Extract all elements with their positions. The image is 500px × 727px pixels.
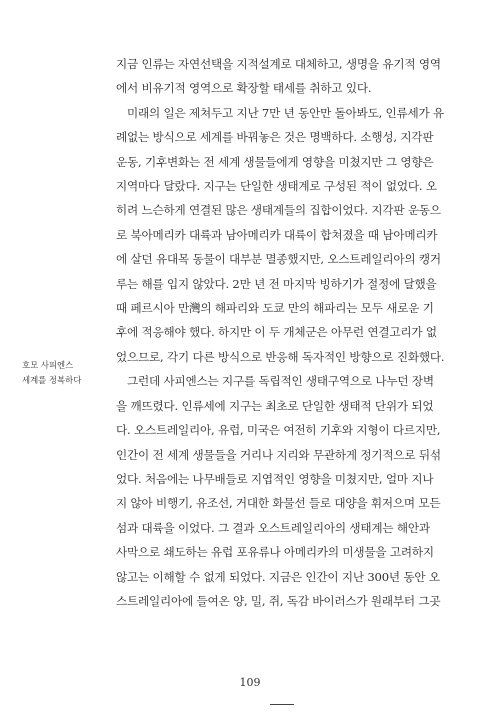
page-number: 109 [239,676,261,689]
text-line: 스트레일리아에 들여온 양, 밀, 쥐, 독감 바이러스가 원래부터 그곳 [116,593,441,608]
text-line: 에 살던 유대목 동물이 대부분 멸종했지만, 오스트레일리아의 캥거 [116,252,441,267]
text-line: 그런데 사피엔스는 지구를 독립적인 생태구역으로 나누던 장벽 [127,374,434,389]
text-line: 지 않아 비행기, 유조선, 거대한 화물선 들로 대양을 휘저으며 모든 [116,496,441,511]
text-line: 지금 인류는 자연선택을 지적설계로 대체하고, 생명을 유기적 영역 [116,57,441,71]
paragraph-1 [116,52,486,101]
text-line: 었으므로, 각기 다른 방식으로 반응해 독자적인 방향으로 진화했다. [116,349,445,364]
text-line: 사막으로 쇄도하는 유럽 포유류나 아메리카의 미생물을 고려하지 [116,545,434,560]
text-line: 운동, 기후변화는 전 세계 생물들에게 영향을 미쳤지만 그 영향은 [116,154,434,169]
margin-note-line-2: 세계를 정복하다 [22,375,82,385]
text-line: 인간이 전 세계 생물들을 거리나 지리와 무관하게 정기적으로 뒤섞 [116,447,441,462]
text-line: 다. 오스트레일리아, 유럽, 미국은 여전히 기후와 지형이 다르지만, [116,423,441,438]
text-line: 었다. 처음에는 나무배들로 지엽적인 영향을 미쳤지만, 얼마 지나 [116,471,434,486]
text-line: 않고는 이해할 수 없게 되었다. 지금은 인간이 지난 300년 동안 오 [116,569,440,584]
text-line: 로 북아메리카 대륙과 남아메리카 대륙이 합쳐졌을 때 남아메리카 [116,227,438,242]
text-line: 루는 해를 입지 않았다. 2만 년 전 마지막 빙하기가 절정에 달했을 [116,276,437,291]
text-line: 지역마다 달랐다. 지구는 단일한 생태계로 구성된 적이 없었다. 오 [116,179,437,194]
paragraph-3 [116,369,486,613]
paragraph-2 [116,101,486,369]
text-line: 을 깨뜨렸다. 인류세에 지구는 최초로 단일한 생태적 단위가 되었 [116,398,434,413]
text-line: 에서 비유기적 영역으로 확장할 태세를 취하고 있다. [116,81,372,96]
text-line: 때 페르시아 만灣의 해파리와 도쿄 만의 해파리는 모두 새로운 기 [116,301,434,316]
text-line: 미래의 일은 제쳐두고 지난 7만 년 동안만 돌아봐도, 인류세가 유 [127,105,445,120]
page-number-rule [270,704,294,705]
text-line: 례없는 방식으로 세계를 바꿔놓은 것은 명백하다. 소행성, 지각판 [116,130,434,145]
text-line: 히려 느슨하게 연결된 많은 생태계들의 집합이었다. 지각판 운동으 [116,203,441,218]
margin-note-line-1: 호모 사피엔스 [22,360,74,370]
margin-note [22,358,112,388]
body-text [116,52,486,613]
text-line: 섬과 대륙을 이었다. 그 결과 오스트레일리아의 생태계는 해안과 [116,520,430,535]
text-line: 후에 적응해야 했다. 하지만 이 두 개체군은 아무런 연결고리가 없 [116,325,437,340]
